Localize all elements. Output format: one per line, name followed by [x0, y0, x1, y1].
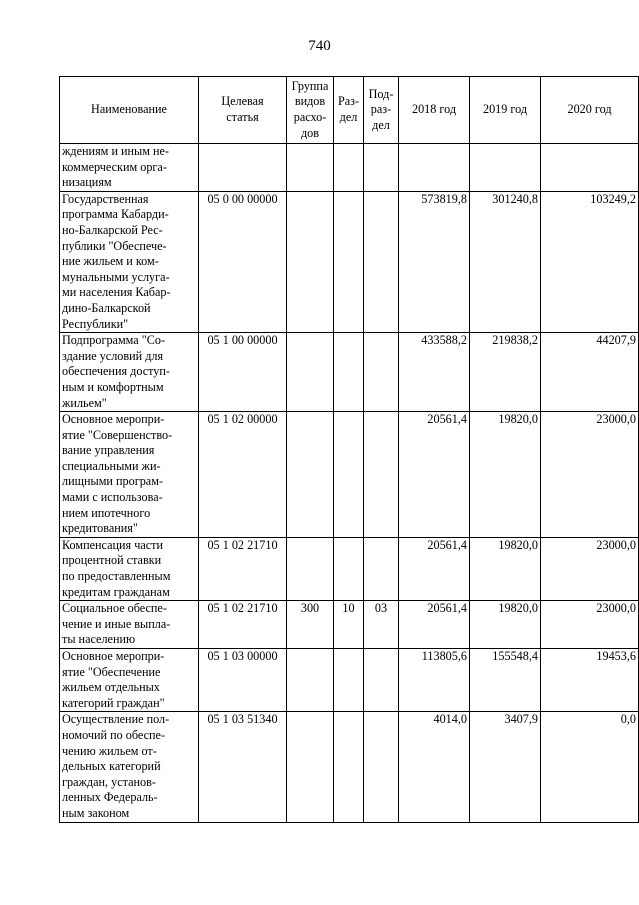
header-2019: 2019 год [470, 77, 541, 144]
cell-group [287, 537, 334, 600]
cell-subsection [364, 537, 399, 600]
table-row [60, 191, 639, 332]
cell-name: Основное меропри- ятие "Обеспечение жильем отдельных категорий граждан" [60, 649, 199, 712]
table-row [60, 601, 639, 649]
cell-2019: 19820,0 [470, 412, 541, 538]
cell-section: 10 [334, 601, 364, 649]
cell-group [287, 412, 334, 538]
header-name: Наименование [60, 77, 199, 144]
cell-2020: 23000,0 [541, 601, 639, 649]
cell-2020: 19453,6 [541, 649, 639, 712]
cell-2020: 0,0 [541, 712, 639, 822]
cell-section [334, 144, 364, 192]
cell-section [334, 649, 364, 712]
cell-target: 05 1 00 00000 [199, 333, 287, 412]
cell-target: 05 0 00 00000 [199, 191, 287, 332]
cell-2018 [399, 144, 470, 192]
cell-name: Государственная программа Кабарди- но-Балкарской Рес- публики "Обеспече- ние жильем и ком- мунальными услуга- ми населения Кабар- дино-Балкарской Республики" [60, 191, 199, 332]
cell-2019: 219838,2 [470, 333, 541, 412]
table-row [60, 333, 639, 412]
cell-2018: 20561,4 [399, 412, 470, 538]
cell-2020: 23000,0 [541, 537, 639, 600]
cell-section [334, 333, 364, 412]
header-target: Целевая статья [199, 77, 287, 144]
cell-subsection: 03 [364, 601, 399, 649]
header-2018: 2018 год [399, 77, 470, 144]
cell-section [334, 191, 364, 332]
cell-section [334, 537, 364, 600]
cell-2018: 573819,8 [399, 191, 470, 332]
cell-group [287, 649, 334, 712]
cell-target [199, 144, 287, 192]
table-row [60, 712, 639, 822]
cell-group [287, 144, 334, 192]
table-row [60, 144, 639, 192]
cell-2019: 19820,0 [470, 537, 541, 600]
cell-subsection [364, 649, 399, 712]
cell-2019: 19820,0 [470, 601, 541, 649]
cell-target: 05 1 03 51340 [199, 712, 287, 822]
header-group: Группа видов расхо- дов [287, 77, 334, 144]
cell-group: 300 [287, 601, 334, 649]
cell-name: Социальное обеспе- чение и иные выпла- ты населению [60, 601, 199, 649]
cell-2020: 23000,0 [541, 412, 639, 538]
cell-name: Компенсация части процентной ставки по предоставленным кредитам гражданам [60, 537, 199, 600]
table-row [60, 412, 639, 538]
cell-2019: 3407,9 [470, 712, 541, 822]
cell-2019: 301240,8 [470, 191, 541, 332]
page-number: 740 [308, 38, 331, 54]
table-body [60, 144, 639, 823]
header-row [60, 77, 639, 144]
cell-2018: 20561,4 [399, 537, 470, 600]
cell-subsection [364, 191, 399, 332]
header-subsection: Под- раз- дел [364, 77, 399, 144]
cell-2018: 433588,2 [399, 333, 470, 412]
header-2020: 2020 год [541, 77, 639, 144]
cell-2019: 155548,4 [470, 649, 541, 712]
cell-2018: 20561,4 [399, 601, 470, 649]
cell-target: 05 1 02 00000 [199, 412, 287, 538]
cell-2019 [470, 144, 541, 192]
cell-name: ждениям и иным не- коммерческим орга- низациям [60, 144, 199, 192]
cell-2020: 103249,2 [541, 191, 639, 332]
cell-target: 05 1 03 00000 [199, 649, 287, 712]
cell-name: Основное меропри- ятие "Совершенство- вание управления специальными жи- лищными програм- мами с использова- нием ипотечного кредитования" [60, 412, 199, 538]
cell-2018: 4014,0 [399, 712, 470, 822]
cell-section [334, 712, 364, 822]
cell-name: Осуществление пол- номочий по обеспе- чению жильем от- дельных категорий граждан, установ- ленных Федераль- ным законом [60, 712, 199, 822]
cell-target: 05 1 02 21710 [199, 537, 287, 600]
cell-target: 05 1 02 21710 [199, 601, 287, 649]
table-row [60, 537, 639, 600]
cell-section [334, 412, 364, 538]
cell-2020 [541, 144, 639, 192]
cell-group [287, 712, 334, 822]
cell-subsection [364, 144, 399, 192]
table-row [60, 649, 639, 712]
cell-name: Подпрограмма "Со- здание условий для обеспечения доступ- ным и комфортным жильем" [60, 333, 199, 412]
budget-table [59, 76, 639, 823]
cell-subsection [364, 712, 399, 822]
cell-2018: 113805,6 [399, 649, 470, 712]
cell-subsection [364, 412, 399, 538]
cell-2020: 44207,9 [541, 333, 639, 412]
cell-subsection [364, 333, 399, 412]
cell-group [287, 333, 334, 412]
header-section: Раз- дел [334, 77, 364, 144]
cell-group [287, 191, 334, 332]
